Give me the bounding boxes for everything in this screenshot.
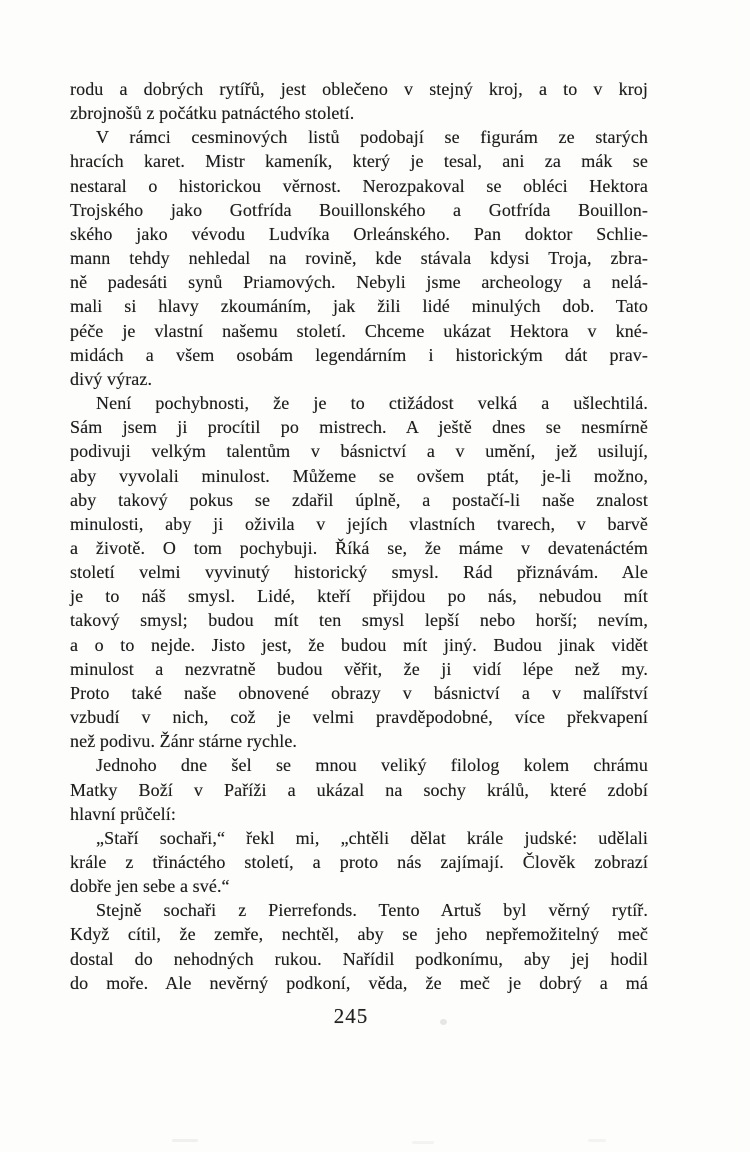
text-line: než podivu. Žánr stárne rychle.	[70, 731, 298, 752]
text-line: Jednoho dne šel se mnou veliký filolog kolem chrámu	[96, 755, 648, 776]
text-line: hlavní průčelí:	[70, 803, 176, 824]
text-line: podivuji velkým talentům v básnictví a v umění, jež usilují,	[70, 441, 648, 462]
text-line: Není pochybnosti, že je to ctižádost velká a ušlechtilá.	[96, 393, 648, 414]
scan-artifact	[172, 1139, 198, 1142]
text-line: zbrojnošů z počátku patnáctého století.	[70, 103, 355, 124]
text-line: Stejně sochaři z Pierrefonds. Tento Artuš byl věrný rytíř.	[96, 900, 648, 921]
text-line: dobře jen sebe a své.“	[70, 876, 230, 897]
text-line: rodu a dobrých rytířů, jest oblečeno v stejný kroj, a to v kroj	[70, 79, 648, 99]
text-line: minulost a nezvratně budou věřit, že ji vidí lépe než my.	[70, 658, 648, 679]
text-line: divý výraz.	[70, 368, 153, 389]
text-line: ského jako vévodu Ludvíka Orleánského. Pan doktor Schlie-	[70, 223, 648, 244]
text-line: Když cítil, že zemře, nechtěl, aby se jeho nepřemožitelný meč	[70, 924, 648, 945]
text-line: Matky Boží v Paříži a ukázal na sochy králů, které zdobí	[70, 779, 648, 800]
text-line: Sám jsem ji procítil po mistrech. A ještě dnes se nesmírně	[70, 417, 648, 438]
text-line: je to náš smysl. Lidé, kteří přijdou po nás, nebudou mít	[70, 586, 648, 607]
text-line: minulosti, aby ji oživila v jejích vlastních tvarech, v barvě	[70, 513, 648, 534]
text-line: mann tehdy nehledal na rovině, kde stávala kdysi Troja, zbra-	[70, 248, 648, 269]
text-line: vzbudí v nich, což je velmi pravděpodobné, více překvapení	[70, 707, 648, 728]
text-line: a o to nejde. Jisto jest, že budou mít jiný. Budou jinak vidět	[70, 634, 648, 655]
text-line: Proto také naše obnovené obrazy v básnictví a v malířství	[70, 682, 648, 703]
text-line: století velmi vyvinutý historický smysl. Rád přiznávám. Ale	[70, 562, 648, 583]
page-number: 245	[333, 1004, 369, 1028]
text-line: V rámci cesminových listů podobají se figurám ze starých	[96, 127, 648, 148]
scan-artifact	[412, 1141, 434, 1144]
text-line: aby takový pokus se zdařil úplně, a postačí-li naše znalost	[70, 489, 648, 510]
text-line: dostal do nehodných rukou. Nařídil podkonímu, aby jej hodil	[70, 948, 648, 969]
text-line: aby vyvolali minulost. Můžeme se ovšem ptát, je-li možno,	[70, 465, 648, 486]
text-line: a životě. O tom pochybuji. Říká se, že máme v devatenáctém	[70, 537, 648, 558]
text-line: hracích karet. Mistr kameník, který je tesal, ani za mák se	[70, 151, 648, 172]
text-line: Trojského jako Gotfrída Bouillonského a Gotfrída Bouillon-	[70, 199, 648, 220]
text-line: takový smysl; budou mít ten smysl lepší nebo horší; nevím,	[70, 610, 648, 631]
scan-artifact	[440, 1019, 447, 1025]
text-line: ně padesáti synů Priamových. Nebyli jsme archeology a nelá-	[70, 272, 648, 293]
text-line: nestaral o historickou věrnost. Nerozpakoval se obléci Hektora	[70, 175, 648, 196]
text-line: mali si hlavy zkoumáním, jak žili lidé minulých dob. Tato	[70, 296, 648, 317]
text-line: krále z třináctého století, a proto nás zajímají. Člověk zobrazí	[70, 852, 648, 872]
text-line: midách a všem osobám legendárním i historickým dát prav-	[70, 344, 648, 365]
text-line: do moře. Ale nevěrný podkoní, věda, že meč je dobrý a má	[70, 972, 648, 993]
text-line: péče je vlastní našemu století. Chceme ukázat Hektora v kné-	[70, 320, 648, 341]
text-line: „Staří sochaři,“ řekl mi, „chtěli dělat krále judské: udělali	[96, 827, 648, 848]
page-text-block	[70, 77, 648, 995]
scan-artifact	[588, 1139, 606, 1142]
